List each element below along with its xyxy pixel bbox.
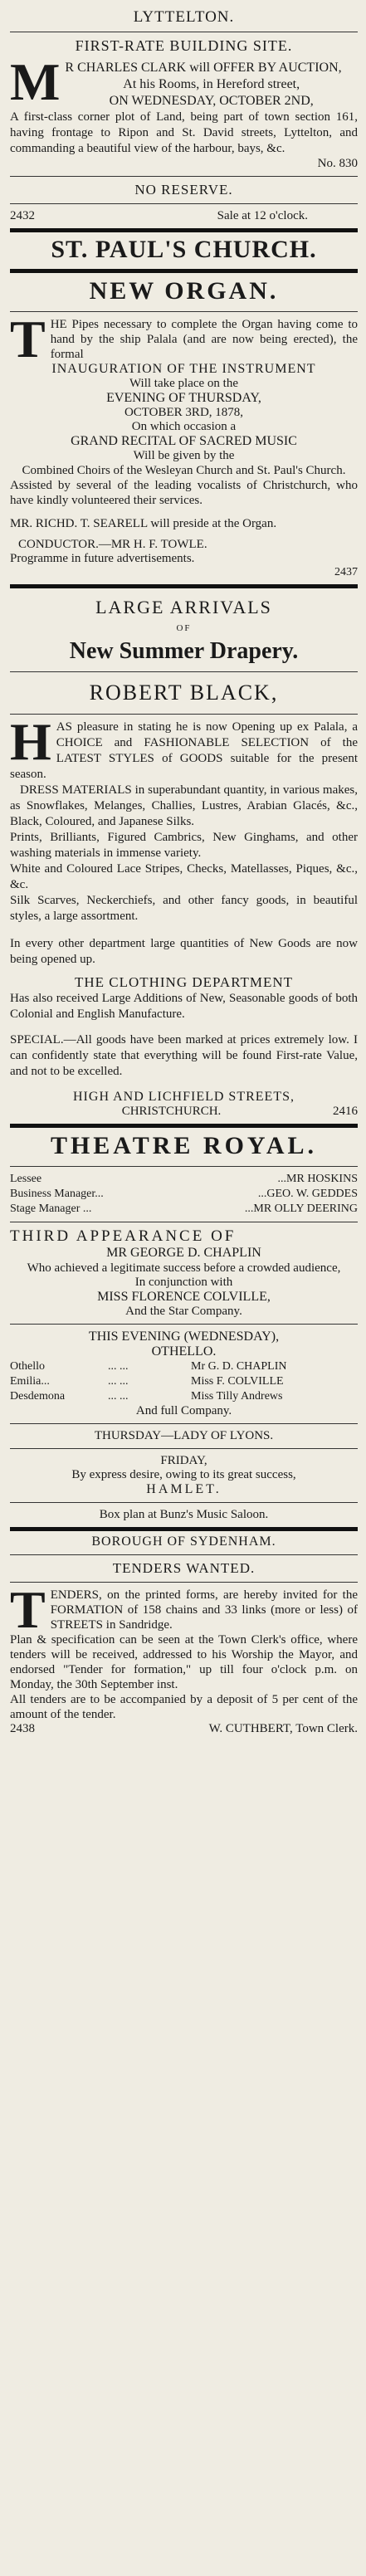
organ-programme: Programme in future advertisements. [10, 552, 195, 565]
lyttelton-heading: LYTTELTON. [133, 8, 235, 26]
merchant-name: ROBERT BLACK, [89, 681, 279, 705]
company-text: And the Star Company. [125, 1305, 242, 1318]
organ-advert [10, 236, 358, 579]
drapery-lead: AS pleasure in stating he is now Opening up ex Palala, a CHOICE and FASHIONABLE SELECTION of the LATEST STYLES of GOODS suitable for the present season. [10, 720, 358, 781]
cast-row [10, 1374, 358, 1389]
conjunction-text: In conjunction with [134, 1276, 233, 1289]
theatre-advert [10, 1131, 358, 1522]
organ-given: Will be given by the [133, 449, 235, 462]
advert-number: 2438 [10, 1722, 35, 1735]
cast-actor: Miss Tilly Andrews [191, 1390, 283, 1403]
thursday-play: THURSDAY—LADY OF LYONS. [94, 1429, 274, 1442]
organ-place: Will take place on the [129, 377, 238, 390]
divider [10, 1554, 358, 1555]
organ-heading: ST. PAUL'S CHURCH. [51, 236, 317, 263]
section-divider [10, 1124, 358, 1128]
staff-row [10, 1172, 358, 1187]
divider [10, 671, 358, 672]
cast-actor: Miss F. COLVILLE [191, 1375, 284, 1388]
organ-recital: GRAND RECITAL OF SACRED MUSIC [71, 434, 297, 448]
divider [10, 176, 358, 177]
cast-actor: Mr G. D. CHAPLIN [191, 1360, 287, 1373]
drapery-advert [10, 597, 358, 1119]
merchant-address: HIGH AND LICHFIELD STREETS, [73, 1090, 295, 1104]
performer-name: MR GEORGE D. CHAPLIN [106, 1246, 261, 1260]
divider [10, 1502, 358, 1503]
drapery-every: In every other department large quantities of New Goods are now being opened up. [10, 937, 358, 966]
advert-number: 2437 [334, 566, 358, 578]
staff-row [10, 1187, 358, 1202]
divider [10, 203, 358, 204]
full-company: And full Company. [135, 1404, 232, 1417]
divider [10, 311, 358, 312]
merchant-city: CHRISTCHURCH. [121, 1105, 222, 1118]
staff-name: ...GEO. W. GEDDES [257, 1188, 358, 1200]
desire-text: By express desire, owing to its great success, [71, 1468, 296, 1481]
clothing-text: Has also received Large Additions of New, Seasonable goods of both Colonial and English Manufacture. [10, 992, 358, 1021]
staff-name: ...MR HOSKINS [277, 1173, 358, 1185]
organ-evening: EVENING OF THURSDAY, [106, 391, 261, 405]
staff-role: Business Manager... [10, 1188, 104, 1200]
theatre-title: THEATRE ROYAL. [50, 1132, 318, 1159]
drapery-item: White and Coloured Lace Stripes, Checks, Matellasses, Piques, &c., &c. [10, 862, 358, 891]
organ-inauguration: INAUGURATION OF THE INSTRUMENT [51, 362, 316, 376]
sydenham-plan: Plan & specification can be seen at the Town Clerk's office, where tenders will be received, addressed to his Worship the Mayor, and endorsed "Tender for formation," up till four o'clock p.m. on Monday, the 30th September inst. [10, 1633, 358, 1691]
divider [10, 1166, 358, 1167]
staff-role: Stage Manager ... [10, 1203, 92, 1215]
divider [10, 1423, 358, 1424]
third-appearance: THIRD APPEARANCE OF [10, 1227, 237, 1245]
achieved-text: Who achieved a legitimate success before a crowded audience, [27, 1261, 341, 1275]
lyttelton-title: FIRST-RATE BUILDING SITE. [75, 37, 293, 54]
drop-cap: T [10, 1580, 46, 1639]
friday-play: HAMLET. [146, 1482, 222, 1496]
cast-role: Emilia... [10, 1375, 50, 1388]
staff-row [10, 1202, 358, 1217]
advert-number: 2416 [332, 1105, 358, 1118]
organ-title: NEW ORGAN. [89, 277, 279, 305]
drop-cap: T [10, 310, 46, 368]
advert-number: 2432 [10, 209, 35, 222]
section-divider [10, 269, 358, 273]
box-plan: Box plan at Bunz's Music Saloon. [99, 1508, 269, 1521]
cast-dots: ... ... [108, 1375, 129, 1388]
special-text: SPECIAL.—All goods have been marked at prices extremely low. I can confidently state that everything will be found First-rate Value, and not to be excelled. [10, 1033, 358, 1078]
section-divider [10, 584, 358, 588]
drapery-item: Prints, Brilliants, Figured Cambrics, New Ginghams, and other washing materials in immense variety. [10, 831, 358, 860]
organ-choirs: Combined Choirs of the Wesleyan Church and St. Paul's Church. [22, 464, 346, 477]
lyttelton-body: A first-class corner plot of Land, being part of town section 161, having frontage to Ripon and St. David streets, Lyttelton, and commanding a beautiful view of the harbour, bays, &c. [10, 110, 358, 155]
drop-cap: M [10, 52, 61, 111]
section-divider [10, 1527, 358, 1531]
organ-date: OCTOBER 3RD, 1878, [124, 406, 244, 419]
organ-lead: HE Pipes necessary to complete the Organ having come to hand by the ship Palala (and are now being erected), the formal [50, 318, 358, 361]
no-reserve: NO RESERVE. [134, 182, 233, 198]
lyttelton-ref: No. 830 [317, 157, 358, 170]
organ-conductor: CONDUCTOR.—MR H. F. TOWLE. [18, 538, 207, 551]
cast-dots: ... ... [108, 1360, 129, 1373]
divider [10, 1582, 358, 1583]
sydenham-deposit: All tenders are to be accompanied by a deposit of 5 per cent of the amount of the tender. [10, 1693, 358, 1721]
organ-preside: MR. RICHD. T. SEARELL will preside at the Organ. [10, 517, 277, 530]
cast-row [10, 1389, 358, 1404]
clothing-title: THE CLOTHING DEPARTMENT [74, 974, 294, 990]
organ-assisted: Assisted by several of the leading vocalists of Christchurch, who have kindly volunteered their services. [10, 479, 358, 507]
co-performer-name: MISS FLORENCE COLVILLE, [97, 1290, 271, 1304]
drapery-item: Silk Scarves, Neckerchiefs, and other fancy goods, in beautiful styles, a large assortment. [10, 894, 358, 923]
organ-occasion: On which occasion a [131, 420, 237, 433]
drop-cap: H [10, 712, 51, 771]
staff-name: ...MR OLLY DEERING [244, 1203, 358, 1215]
sydenham-title: TENDERS WANTED. [112, 1560, 256, 1576]
drapery-subtitle: New Summer Drapery. [69, 638, 299, 664]
sydenham-heading: BOROUGH OF SYDENHAM. [91, 1534, 276, 1549]
divider [10, 1448, 358, 1449]
drapery-title: LARGE ARRIVALS [95, 597, 272, 617]
evening-heading: THIS EVENING (WEDNESDAY), [88, 1329, 280, 1344]
cast-row [10, 1359, 358, 1374]
lyttelton-line3: ON WEDNESDAY, OCTOBER 2ND, [109, 94, 314, 108]
town-clerk-signature: W. CUTHBERT, Town Clerk. [208, 1722, 358, 1735]
section-divider [10, 228, 358, 232]
cast-role: Othello [10, 1360, 45, 1373]
play-title: OTHELLO. [151, 1344, 217, 1359]
cast-role: Desdemona [10, 1390, 66, 1403]
lyttelton-advert [10, 8, 358, 223]
divider [10, 714, 358, 715]
sydenham-lead: ENDERS, on the printed forms, are hereby invited for the FORMATION of 158 chains and 33 links (more or less) of STREETS in Sandridge. [50, 1588, 358, 1632]
drapery-item: DRESS MATERIALS in superabundant quantity, in various makes, as Snowflakes, Melanges, Challies, Lustres, Arabian Glacés, &c., Black, Coloured, and Japanese Silks. [10, 783, 358, 828]
cast-dots: ... ... [108, 1390, 129, 1403]
sale-time: Sale at 12 o'clock. [217, 209, 308, 222]
sydenham-advert [10, 1534, 358, 1736]
divider [10, 1324, 358, 1325]
friday-heading: FRIDAY, [160, 1454, 207, 1467]
lyttelton-lead: R CHARLES CLARK will OFFER BY AUCTION, [65, 61, 342, 75]
drapery-of: OF [176, 623, 192, 633]
lyttelton-line2: At his Rooms, in Hereford street, [123, 77, 300, 91]
staff-role: Lessee [10, 1173, 42, 1185]
